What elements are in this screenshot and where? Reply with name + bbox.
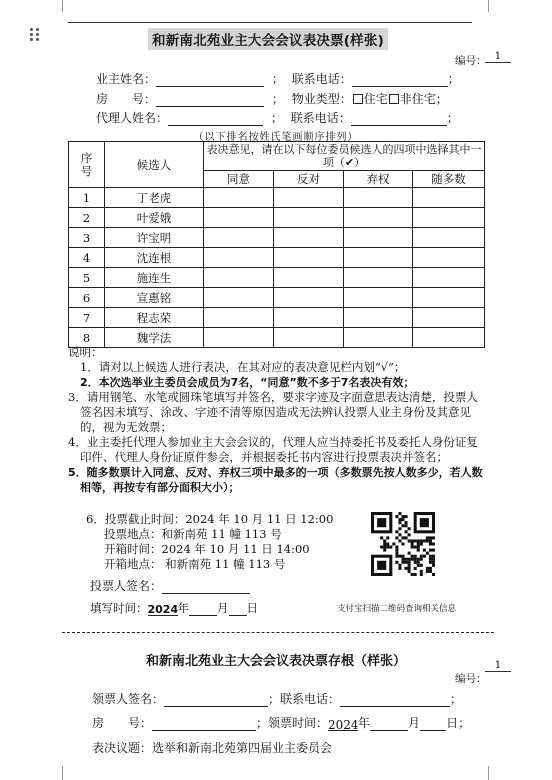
separator: ； — [458, 716, 471, 730]
instruction-4: 4．业主委托代理人参加业主大会会议的，代理人应当持委托书及委托人身份证复印件、代理人身份证原件参会，并根据委托书内容进行投票表决并签名； — [68, 435, 478, 464]
crop-mark-bottom-right — [488, 766, 489, 780]
day-unit: 日 — [246, 601, 258, 615]
agree-cell[interactable] — [204, 208, 274, 228]
ballot-table — [68, 141, 485, 348]
open-place: 开箱地点： 和新南苑 11 幢 113 号 — [104, 557, 286, 571]
stub-row-1 — [92, 690, 462, 707]
opinion-header: 表决意见，请在以下每位委员候选人的四项中选择其中一项（✔） — [204, 142, 485, 171]
candidate-row — [69, 248, 485, 268]
cut-line — [62, 632, 494, 633]
candidate-name: 程志荣 — [105, 308, 204, 328]
candidate-name: 宣惠铭 — [105, 288, 204, 308]
receiver-label: 领票人签名： — [92, 692, 165, 706]
owner-name-label: 业主姓名： — [96, 72, 157, 86]
abstain-cell[interactable] — [344, 188, 413, 208]
oppose-cell[interactable] — [274, 248, 344, 268]
abstain-cell[interactable] — [344, 308, 413, 328]
separator: ； — [450, 692, 463, 706]
year-unit: 年 — [358, 716, 371, 730]
candidate-row — [69, 188, 485, 208]
oppose-cell[interactable] — [274, 228, 344, 248]
candidate-row — [69, 228, 485, 248]
abstain-cell[interactable] — [344, 248, 413, 268]
vote-place: 投票地点：和新南苑 11 幢 113 号 — [104, 527, 282, 541]
receive-year[interactable]: 2024 — [328, 718, 359, 732]
fill-month-field[interactable] — [189, 603, 217, 616]
column-header-seq: 序号 — [69, 142, 105, 188]
instruction-2: 2．本次选举业主委员会成员为7名，“同意”数不多于7名表决有效； — [80, 376, 415, 389]
crop-mark-bottom-left — [62, 766, 63, 780]
candidate-seq: 4 — [69, 248, 105, 268]
separator: ； — [271, 72, 284, 86]
number-label: 编号： — [455, 55, 487, 67]
abstain-cell[interactable] — [344, 228, 413, 248]
voter-sign-label: 投票人签名： — [90, 579, 163, 593]
contact-field[interactable] — [352, 74, 448, 87]
property-type-label: 物业类型： — [291, 92, 352, 106]
contact-label: 联系电话： — [291, 72, 352, 86]
fill-day-field[interactable] — [229, 603, 247, 616]
candidate-row — [69, 208, 485, 228]
oppose-cell[interactable] — [274, 188, 344, 208]
oppose-cell[interactable] — [274, 208, 344, 228]
owner-info-row-1 — [96, 70, 460, 87]
day-unit: 日 — [446, 716, 459, 730]
proxy-contact-field[interactable] — [351, 113, 447, 126]
oppose-cell[interactable] — [274, 268, 344, 288]
stub-contact-label: ；联系电话： — [268, 692, 341, 706]
candidate-name: 施连生 — [105, 268, 204, 288]
header-rule — [68, 22, 472, 23]
candidate-row — [69, 288, 485, 308]
crop-mark-top-left — [62, 0, 63, 12]
crop-mark-top-right — [488, 0, 489, 12]
fill-year[interactable]: 2024 — [147, 603, 179, 616]
qr-caption: 支付宝扫描二维码查询相关信息 — [337, 604, 457, 614]
owner-info-row-3 — [96, 109, 459, 126]
receive-month-field[interactable] — [370, 718, 408, 731]
vote-topic: 表决议题：选举和新南北苑第四届业主委员会 — [92, 741, 333, 755]
qr-code-icon[interactable] — [371, 512, 435, 576]
non-residential-checkbox[interactable] — [389, 94, 399, 104]
candidate-seq: 7 — [69, 308, 105, 328]
follow-majority-cell[interactable] — [413, 248, 485, 268]
house-field[interactable] — [156, 94, 264, 107]
abstain-cell[interactable] — [344, 268, 413, 288]
follow-majority-cell[interactable] — [413, 208, 485, 228]
oppose-cell[interactable] — [274, 288, 344, 308]
candidate-name: 魏学法 — [105, 328, 204, 348]
column-header-abstain: 弃权 — [344, 171, 413, 188]
candidate-name: 许宝明 — [105, 228, 204, 248]
drag-handle-icon[interactable] — [30, 28, 42, 42]
agree-cell[interactable] — [204, 188, 274, 208]
column-header-oppose: 反对 — [274, 171, 344, 188]
stub-number-label: 编号： — [455, 673, 487, 685]
number-value: 1 — [485, 50, 511, 63]
ordering-note: （以下排名按姓氏笔画顺序排列） — [193, 132, 359, 143]
abstain-cell[interactable] — [344, 208, 413, 228]
candidate-seq: 1 — [69, 188, 105, 208]
follow-majority-cell[interactable] — [413, 308, 485, 328]
column-header-candidate: 候选人 — [105, 142, 204, 188]
voter-sign-field[interactable] — [162, 581, 250, 594]
follow-majority-cell[interactable] — [413, 228, 485, 248]
candidate-name: 叶爱娥 — [105, 208, 204, 228]
instructions — [68, 345, 488, 495]
residential-label: 住宅 — [363, 92, 388, 106]
candidate-name: 沈连根 — [105, 248, 204, 268]
follow-majority-cell[interactable] — [413, 288, 485, 308]
receive-time-label: ；领票时间： — [256, 716, 329, 730]
month-unit: 月 — [408, 716, 421, 730]
separator: ； — [270, 111, 283, 125]
instruction-5: 5．随多数票计入同意、反对、弃权三项中最多的一项（多数票先按人数多少，若人数相等，再按专有部分面积大小）； — [68, 466, 483, 494]
candidate-row — [69, 308, 485, 328]
follow-majority-cell[interactable] — [413, 268, 485, 288]
stub-title: 和新南北苑业主大会会议表决票存根（样张） — [145, 654, 406, 669]
candidate-seq: 5 — [69, 268, 105, 288]
candidate-name: 丁老虎 — [105, 188, 204, 208]
deadline: 6．投票截止时间：2024 年 10 月 11 日 12:00 — [86, 512, 334, 526]
stub-house-label: 房 号： — [92, 716, 153, 730]
stub-row-2 — [92, 714, 470, 731]
owner-name-field[interactable] — [156, 74, 264, 87]
oppose-cell[interactable] — [274, 308, 344, 328]
instruction-3: 3．请用钢笔、水笔或圆珠笔填写并签名，要求字迹及字面意思表达清楚，投票人签名因未填写、涂改、字迹不清等原因造成无法辨认投票人业主身份及其意见的，视为无效票； — [68, 390, 478, 434]
voter-sign-row — [90, 577, 250, 594]
separator: ； — [435, 92, 448, 106]
fill-time-row — [90, 600, 258, 616]
agree-cell[interactable] — [204, 308, 274, 328]
follow-majority-cell[interactable] — [413, 188, 485, 208]
stub-house-field[interactable] — [152, 718, 256, 731]
non-residential-label: 非住宅 — [399, 92, 436, 106]
receive-day-field[interactable] — [420, 718, 446, 731]
separator: ； — [271, 92, 284, 106]
proxy-name-label: 代理人姓名： — [96, 111, 169, 125]
proxy-contact-label: 联系电话： — [290, 111, 351, 125]
fill-time-label: 填写时间： — [90, 601, 148, 615]
column-header-agree: 同意 — [204, 171, 274, 188]
agree-cell[interactable] — [204, 268, 274, 288]
candidate-seq: 3 — [69, 228, 105, 248]
receiver-field[interactable] — [164, 694, 268, 707]
candidate-seq: 6 — [69, 288, 105, 308]
agree-cell[interactable] — [204, 228, 274, 248]
month-unit: 月 — [217, 601, 229, 615]
candidate-row — [69, 268, 485, 288]
stub-contact-field[interactable] — [340, 694, 450, 707]
candidate-seq: 8 — [69, 328, 105, 348]
stub-number-value: 1 — [485, 659, 511, 672]
year-unit: 年 — [177, 601, 189, 615]
open-time: 开箱时间：2024 年 10 月 11 日 14:00 — [104, 542, 310, 556]
column-header-follow-majority: 随多数 — [413, 171, 485, 188]
residential-checkbox[interactable] — [353, 94, 363, 104]
abstain-cell[interactable] — [344, 288, 413, 308]
separator: ； — [446, 111, 459, 125]
instruction-1: 1．请对以上候选人进行表决，在其对应的表决意见栏内划“√”； — [80, 360, 406, 374]
agree-cell[interactable] — [204, 248, 274, 268]
instructions-heading: 说明： — [68, 345, 103, 359]
separator: ； — [447, 72, 460, 86]
house-label: 房 号： — [96, 92, 157, 106]
candidate-seq: 2 — [69, 208, 105, 228]
proxy-name-field[interactable] — [168, 113, 263, 126]
owner-info-row-2 — [96, 90, 448, 107]
agree-cell[interactable] — [204, 288, 274, 308]
ballot-title: 和新南北苑业主大会会议表决票(样张) — [148, 28, 388, 50]
